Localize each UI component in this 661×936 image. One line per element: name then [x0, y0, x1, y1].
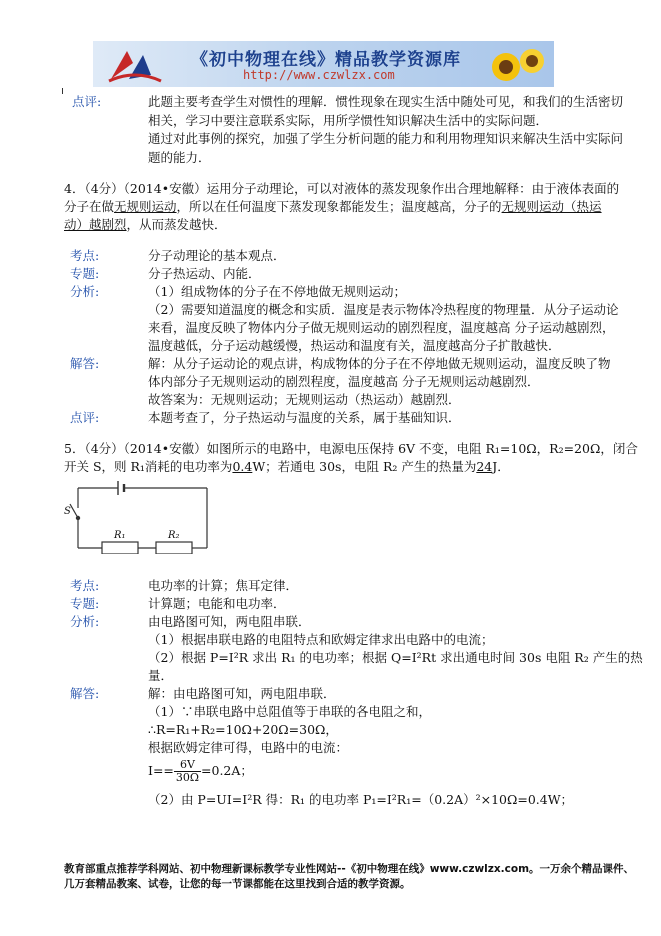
q4-jieda-line: 解：从分子运动论的观点讲，构成物体的分子在不停地做无规则运动，温度反映了物 [148, 356, 611, 371]
q4-stem-line: 4．（4分）（2014•安徽）运用分子动理论，可以对液体的蒸发现象作出合理地解释：由于液体表面的 [64, 181, 620, 196]
q5-fenxi-line: 由电路图可知，两电阻串联． [148, 614, 311, 629]
r1-label: R₁ [114, 530, 126, 541]
review-line: 通过对此事例的探究，加强了学生分析问题的能力和利用物理知识来解决生活中实际问 [148, 131, 624, 146]
q5-answer-2: 24 [476, 459, 493, 474]
review-line: 题的能力． [148, 150, 211, 165]
banner-url[interactable]: http://www.czwlzx.com [243, 68, 395, 82]
footer-line: 教育部重点推荐学科网站、初中物理新课标教学专业性网站--《初中物理在线》www.czwlzx.com。一万余个精品课件、 [64, 863, 635, 875]
review-line: 此题主要考查学生对惯性的理解．惯性现象在现实生活中随处可见，和我们的生活密切 [148, 94, 624, 109]
current-formula: I== $\frac{6V}{30\Omega}$ =0.2A； [148, 758, 253, 784]
q4-jieda-line: 体内部分子无规则运动的剧烈程度，温度越高 分子无规则运动越剧烈． [148, 374, 540, 389]
q4-answer-1: 无规则运动 [114, 199, 177, 214]
q5-stem-line: 5．（4分）（2014•安徽）如图所示的电路中，电源电压保持 6V 不变，电阻 R₁=10Ω，R₂=20Ω，闭合 [64, 441, 638, 456]
q5-jieda-label: 解答: [70, 686, 100, 701]
q4-zhuanti-label: 专题: [70, 266, 100, 281]
q5-answer-1: 0.4 [232, 459, 253, 474]
q4-jieda-label: 解答: [70, 356, 100, 371]
q4-fenxi-line: 温度越低，分子运动越缓慢，热运动和温度有关，温度越高分子扩散越快． [148, 338, 561, 353]
current-fraction: $\frac{6V}{30\Omega}$ [175, 758, 200, 784]
page-footer [64, 862, 634, 892]
q5-kaodian-label: 考点: [70, 578, 100, 593]
site-logo [107, 45, 163, 85]
q4-zhuanti: 分子热运动、内能． [148, 266, 261, 281]
q4-answer-2-cont: 动）越剧烈 [64, 217, 127, 232]
review-line: 相关，学习中要注意联系实际，用所学惯性知识解决生活中的实际问题． [148, 113, 549, 128]
review-label: 点评: [72, 94, 102, 109]
q4-dianping-label: 点评: [70, 410, 100, 425]
q5-jieda-line: （2）由 P=UI=I²R 得：R₁ 的电功率 P₁=I²R₁=（0.2A）²×10Ω=0.4W； [148, 792, 574, 807]
q5-zhuanti-label: 专题: [70, 596, 100, 611]
q5-fenxi-line: （1）根据串联电路的电阻特点和欧姆定律求出电路中的电流； [148, 632, 494, 647]
q4-fenxi-line: 来看，温度反映了物体内分子做无规则运动的剧烈程度，温度越高 分子运动越剧烈， [148, 320, 615, 335]
q5-jieda-line: （1）∵串联电路中总阻值等于串联的各电阻之和， [148, 704, 431, 719]
q4-kaodian: 分子动理论的基本观点． [148, 248, 286, 263]
q4-jieda-line: 故答案为：无规则运动；无规则运动（热运动）越剧烈． [148, 392, 461, 407]
q5-jieda-line: 根据欧姆定律可得，电路中的电流： [148, 740, 349, 755]
q4-kaodian-label: 考点: [70, 248, 100, 263]
header-banner [93, 41, 554, 87]
q4-fenxi-line: （2）需要知道温度的概念和实质．温度是表示物体冷热程度的物理量．从分子运动论 [148, 302, 619, 317]
q4-stem-line: 分子在做无规则运动，所以在任何温度下蒸发现象都能发生；温度越高，分子的无规则运动（热运 [64, 199, 602, 214]
q4-fenxi-line: （1）组成物体的分子在不停地做无规则运动； [148, 284, 406, 299]
q5-stem-line: 开关 S，则 R₁消耗的电功率为0.4W；若通电 30s，电阻 R₂ 产生的热量为24J． [64, 459, 510, 474]
q4-answer-2: 无规则运动（热运 [501, 199, 602, 214]
q5-fenxi-label: 分析: [70, 614, 100, 629]
q4-fenxi-label: 分析: [70, 284, 100, 299]
banner-title: 《初中物理在线》精品教学资源库 [191, 50, 461, 70]
switch-label: S [64, 506, 71, 517]
q5-jieda-line: 解：由电路图可知，两电阻串联． [148, 686, 336, 701]
q5-fenxi-line: （2）根据 P=I²R 求出 R₁ 的电功率；根据 Q=I²Rt 求出通电时间 30s 电阻 R₂ 产生的热 [148, 650, 643, 665]
r2-label: R₂ [168, 530, 180, 541]
q4-dianping: 本题考查了，分子热运动与温度的关系，属于基础知识． [148, 410, 461, 425]
sunflower-icon [486, 43, 548, 85]
q5-zhuanti: 计算题；电能和电功率． [148, 596, 286, 611]
circuit-diagram [64, 478, 210, 554]
footer-line: 几万套精品教案、试卷，让您的每一节课都能在这里找到合适的教学资源。 [64, 878, 411, 890]
margin-mark [62, 88, 63, 94]
q5-jieda-line: ∴R=R₁+R₂=10Ω+20Ω=30Ω， [148, 722, 338, 737]
q5-fenxi-line: 量． [148, 668, 174, 683]
q5-kaodian: 电功率的计算；焦耳定律． [148, 578, 299, 593]
q4-stem-line: 动）越剧烈，从而蒸发越快． [64, 217, 227, 232]
